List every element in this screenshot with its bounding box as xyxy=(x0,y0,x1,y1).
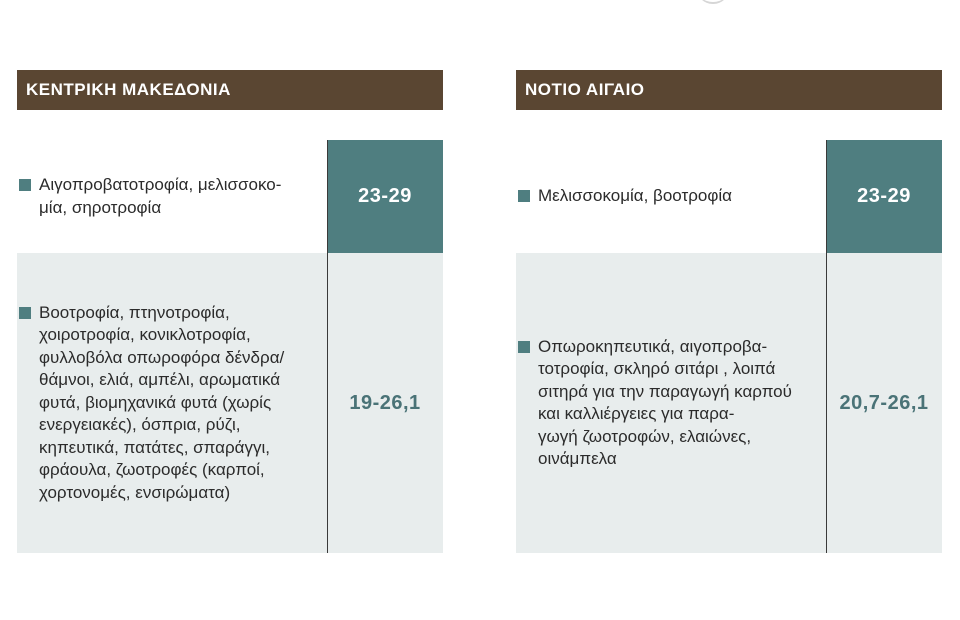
text-line: και καλλιέργειες για παρα- xyxy=(538,404,735,423)
square-bullet-icon xyxy=(19,307,31,319)
text-line: σιτηρά για την παραγωγή καρπού xyxy=(538,381,792,401)
text-line: φράουλα, ζωοτροφές (καρποί, xyxy=(39,460,265,480)
table-row xyxy=(516,140,942,253)
row-description xyxy=(17,140,327,253)
panel-title: ΝΟΤΙΟ ΑΙΓΑΙΟ xyxy=(516,70,942,110)
row-description xyxy=(17,253,327,553)
text-line: ενεργειακές), όσπρια, ρύζι, xyxy=(39,415,241,435)
rows xyxy=(516,140,942,553)
value-cell: 23-29 xyxy=(826,140,942,253)
text-line: χορτονομές, ενσιρώματα) xyxy=(39,482,231,502)
text-line: τοτροφία, σκληρό σιτάρι , λοιπά xyxy=(538,359,776,378)
table-row xyxy=(17,140,443,253)
text-line: Μελισσοκομία, βοοτροφία xyxy=(538,186,732,206)
column-divider xyxy=(327,140,328,553)
text-line: χοιροτροφία, κονικλοτροφία, xyxy=(39,325,251,345)
row-description xyxy=(516,253,826,553)
decorative-arc xyxy=(696,0,730,4)
square-bullet-icon xyxy=(518,190,530,202)
value-cell: 23-29 xyxy=(327,140,443,253)
text-line: φυτά, βιομηχανικά φυτά (χωρίς xyxy=(39,392,272,412)
column-divider xyxy=(826,140,827,553)
square-bullet-icon xyxy=(518,341,530,353)
text-line: κηπευτικά, πατάτες, σπαράγγι, xyxy=(39,437,270,457)
panel-title: ΚΕΝΤΡΙΚΗ ΜΑΚΕΔΟΝΙΑ xyxy=(17,70,443,110)
panel-south-aegean xyxy=(516,70,942,553)
table-row xyxy=(17,253,443,553)
text-line: θάμνοι, ελιά, αμπέλι, αρωματικά xyxy=(39,370,281,390)
text-line: μία, σηροτροφία xyxy=(39,197,162,217)
text-line: Βοοτροφία, πτηνοτροφία, xyxy=(39,302,230,322)
square-bullet-icon xyxy=(19,179,31,191)
text-line: Οπωροκηπευτικά, αιγοπροβα- xyxy=(538,336,768,356)
value-cell: 19-26,1 xyxy=(349,391,421,414)
table-row xyxy=(516,253,942,553)
text-line: γωγή ζωοτροφών, ελαιώνες, xyxy=(538,426,752,446)
panel-central-macedonia xyxy=(17,70,443,553)
rows xyxy=(17,140,443,553)
text-line: Αιγοπροβατοτροφία, μελισσοκο- xyxy=(39,175,282,194)
text-line: φυλλοβόλα οπωροφόρα δένδρα/ xyxy=(39,347,285,367)
row-description xyxy=(516,140,826,253)
text-line: οινάμπελα xyxy=(538,449,617,468)
value-cell: 20,7-26,1 xyxy=(839,391,929,414)
